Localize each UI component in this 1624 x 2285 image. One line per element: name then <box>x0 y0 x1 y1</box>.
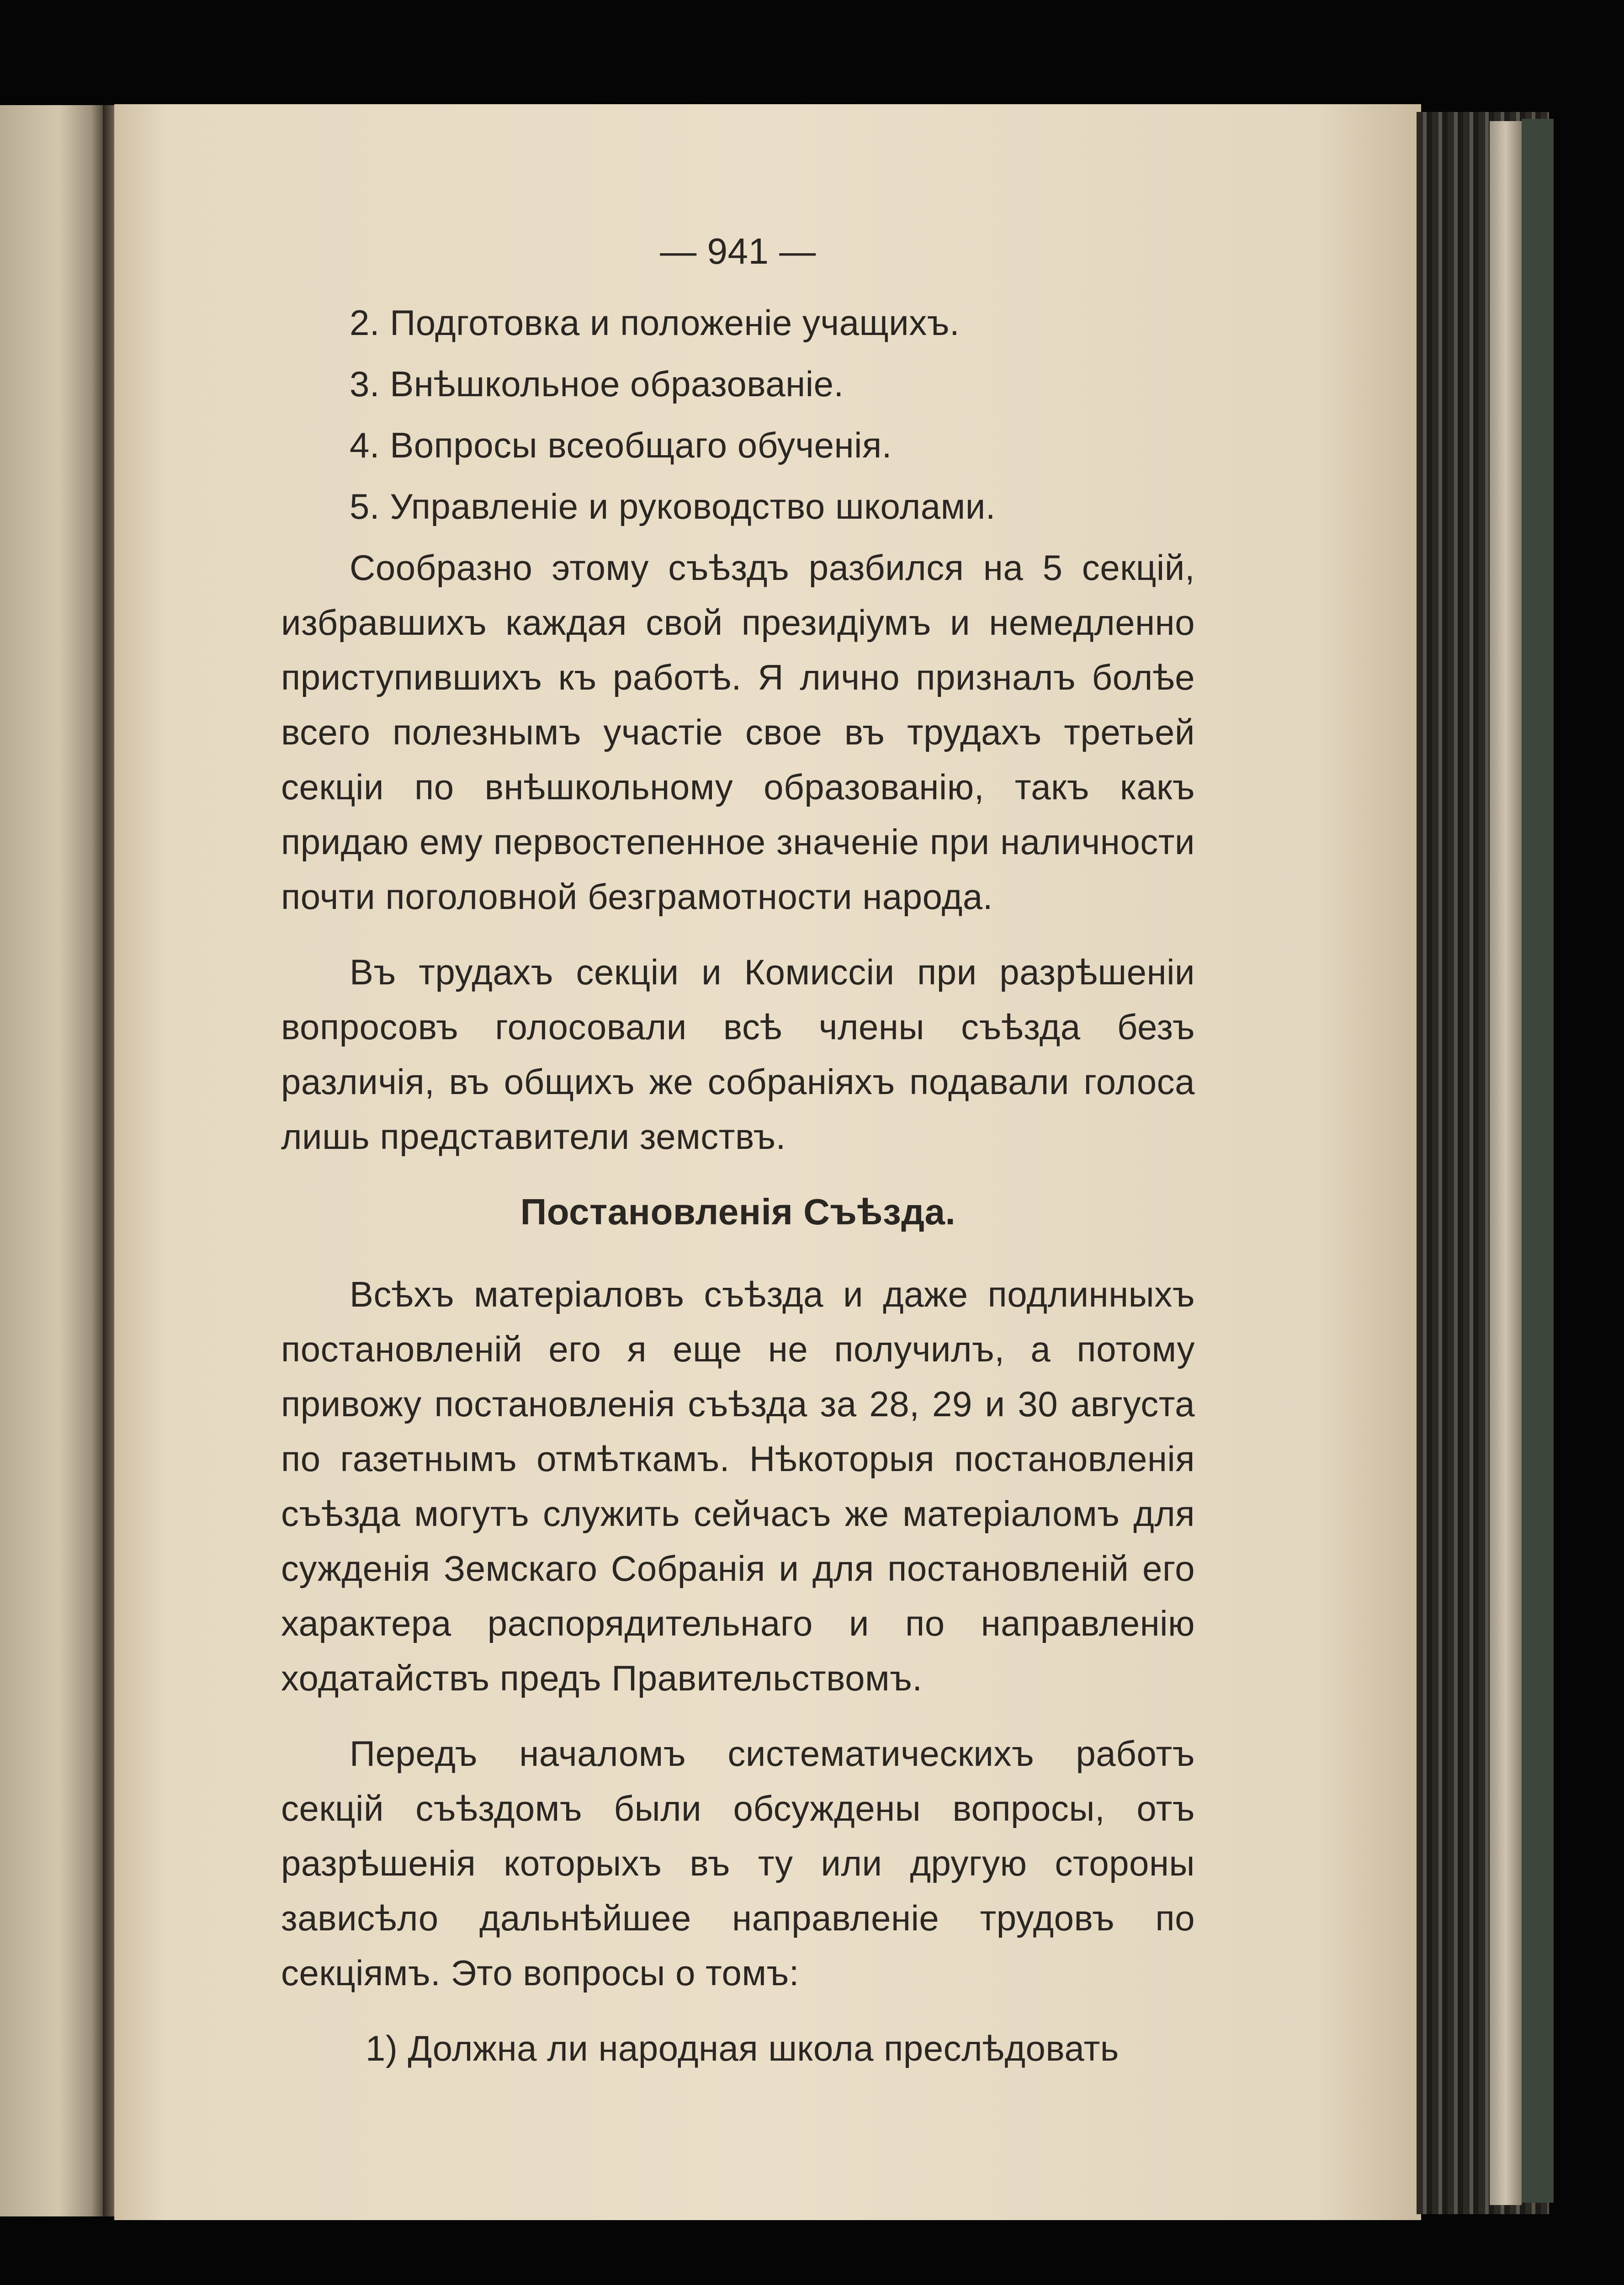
list-item: 5. Управленіе и руководство школами. <box>350 486 996 526</box>
list-item: 4. Вопросы всеобщаго обученія. <box>350 425 892 465</box>
book-cover-edge <box>1522 119 1554 2203</box>
page-text <box>281 224 1195 2076</box>
section-list <box>281 295 1195 534</box>
section-heading: Постановленія Съѣзда. <box>520 1191 956 1232</box>
page-stack-highlight <box>1490 121 1522 2205</box>
page-number: — 941 — <box>660 231 816 271</box>
list-item: 3. Внѣшкольное образованіе. <box>350 364 844 404</box>
list-item: 2. Подготовка и положеніе учащихъ. <box>350 303 960 343</box>
numbered-question: 1) Должна ли народная школа преслѣдовать <box>366 2028 1119 2068</box>
paragraph: Передъ началомъ систематическихъ работъ секцій съѣздомъ были обсуждены вопросы, отъ разрѣшенія которыхъ въ ту или другую стороны зависѣло дальнѣйшее направленіе трудовъ по секціямъ. Это вопросы о томъ: <box>281 1733 1195 1993</box>
paragraph: Сообразно этому съѣздъ разбился на 5 секцій, избравшихъ каждая свой президіумъ и немедленно приступившихъ къ работѣ. Я лично призналъ болѣе всего полезнымъ участіе свое въ трудахъ третьей секціи по внѣшкольному образованію, такъ какъ придаю ему первостепенное значеніе при наличности почти поголовной безграмотности народа. <box>281 547 1195 917</box>
paragraph: Въ трудахъ секціи и Комиссіи при разрѣшеніи вопросовъ голосовали всѣ члены съѣзда безъ различія, въ общихъ же собраніяхъ подавали голоса лишь представители земствъ. <box>281 952 1195 1157</box>
left-page-edge <box>0 105 107 2216</box>
paragraph: Всѣхъ матеріаловъ съѣзда и даже подлинныхъ постановленій его я еще не получилъ, а потому привожу постановленія съѣзда за 28, 29 и 30 августа по газетнымъ отмѣткамъ. Нѣкоторыя постановленія съѣзда могутъ служить сейчасъ же матеріаломъ для сужденія Земскаго Собранія и для постановленій его характера распорядительнаго и по направленію ходатайствъ предъ Правительствомъ. <box>281 1274 1195 1698</box>
